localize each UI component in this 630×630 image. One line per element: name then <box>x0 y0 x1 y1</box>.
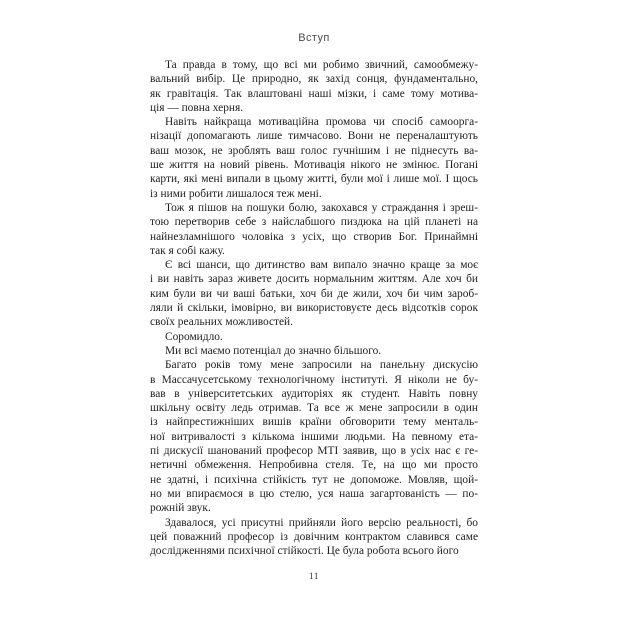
text-line: рожній звук. <box>150 502 211 515</box>
text-line: нізації допомагають лише тимчасово. Вони не переналаштують <box>150 130 478 143</box>
text-line: Соромидло. <box>165 330 223 343</box>
text-line: ція — повна херня. <box>150 101 244 114</box>
text-line: так я собі кажу. <box>150 244 225 257</box>
text-line: ше життя на новий рівень. Мотивація нікого не змінює. Погані <box>150 159 478 172</box>
text-line: нетичні обмеження. Непробивна стеля. Те, на що ми просто <box>150 459 478 472</box>
paragraph <box>150 344 478 358</box>
text-line: ким були ви чи ваші батьки, хоч би де жили, хоч би чим зароб- <box>150 287 478 300</box>
text-line: шкільну освіту ледь отримав. Та все ж мене запросили в один <box>150 402 478 415</box>
text-line: Є всі шанси, що дитинство вам випало значно краще за моє <box>165 259 478 272</box>
text-line: пі дискусії шанований професор МТІ заявив, що в усіх нас є ге- <box>150 445 478 458</box>
text-line: дослідженнями психічної стійкості. Це була робота всього його <box>150 545 459 558</box>
text-line: ляли й скільки, імовірно, ви використовуєте десь відсотків сорок <box>150 302 478 315</box>
text-line: но ми впираємося в цю стелю, уся наша загартованість — по- <box>150 487 478 500</box>
text-line: цей поважний професор із довічним контрактом славився саме <box>150 530 478 543</box>
text-line: і ви навіть зараз живете досить нормальним життям. Але хоч би <box>150 273 478 286</box>
text-line: карти, які мені випали в цьому житті, були мої і лише мої. І щось <box>150 173 478 186</box>
text-line: ної витривалості з кількома іншими людьми. На певному ета- <box>150 430 478 443</box>
paragraph <box>150 115 478 201</box>
text-line: не здатні, і психічна стійкість тут не допоможе. Мовляв, щой- <box>150 473 478 486</box>
text-line: найнезламнішого чоловіка з усіх, що створив Бог. Принаймні <box>150 230 478 243</box>
text-line: вав в університетських аудиторіях як студент. Навіть повну <box>150 387 478 400</box>
text-line: Тож я пішов на пошуки болю, закохався у страждання і зреш- <box>165 201 478 214</box>
text-line: Багато років тому мене запросили на панельну дискусію <box>165 359 478 372</box>
text-line: в Массачусетському технологічному інституті. Я ніколи не бу- <box>150 373 478 386</box>
text-line: вальний вибір. Це природно, як захід сонця, фундаментально, <box>150 73 478 86</box>
text-line: із найпрестижніших вишів країни обговорити тему менталь- <box>150 416 478 429</box>
text-line: Навіть найкраща мотиваційна промова чи спосіб самоорга- <box>165 116 478 129</box>
paragraph <box>150 358 478 515</box>
paragraph <box>150 58 478 115</box>
running-header: Вступ <box>298 32 330 44</box>
paragraph <box>150 330 478 344</box>
paragraph <box>150 258 478 329</box>
text-line: Та правда в тому, що всі ми робимо звичний, самообмежу- <box>165 59 478 71</box>
body-text-block <box>150 58 478 558</box>
paragraph <box>150 201 478 258</box>
text-line: як гравітація. Так влаштовані наші мізки, і саме тому мотива- <box>150 87 478 100</box>
paragraph <box>150 516 478 559</box>
text-line: тою перетворив себе з найслабшого пиздюка на цій планеті на <box>150 216 478 229</box>
text-line: своїх реальних можливостей. <box>150 316 294 329</box>
text-line: із ними робити лишалося теж мені. <box>150 187 322 200</box>
text-line: Здавалося, усі присутні прийняли його версію реальності, бо <box>165 516 478 529</box>
text-line: ваш мозок, не зроблять ваш голос гучнішим і не піднесуть ва- <box>150 144 478 157</box>
text-line: Ми всі маємо потенціал до значно більшого. <box>165 344 382 357</box>
page-number: 11 <box>308 572 320 582</box>
